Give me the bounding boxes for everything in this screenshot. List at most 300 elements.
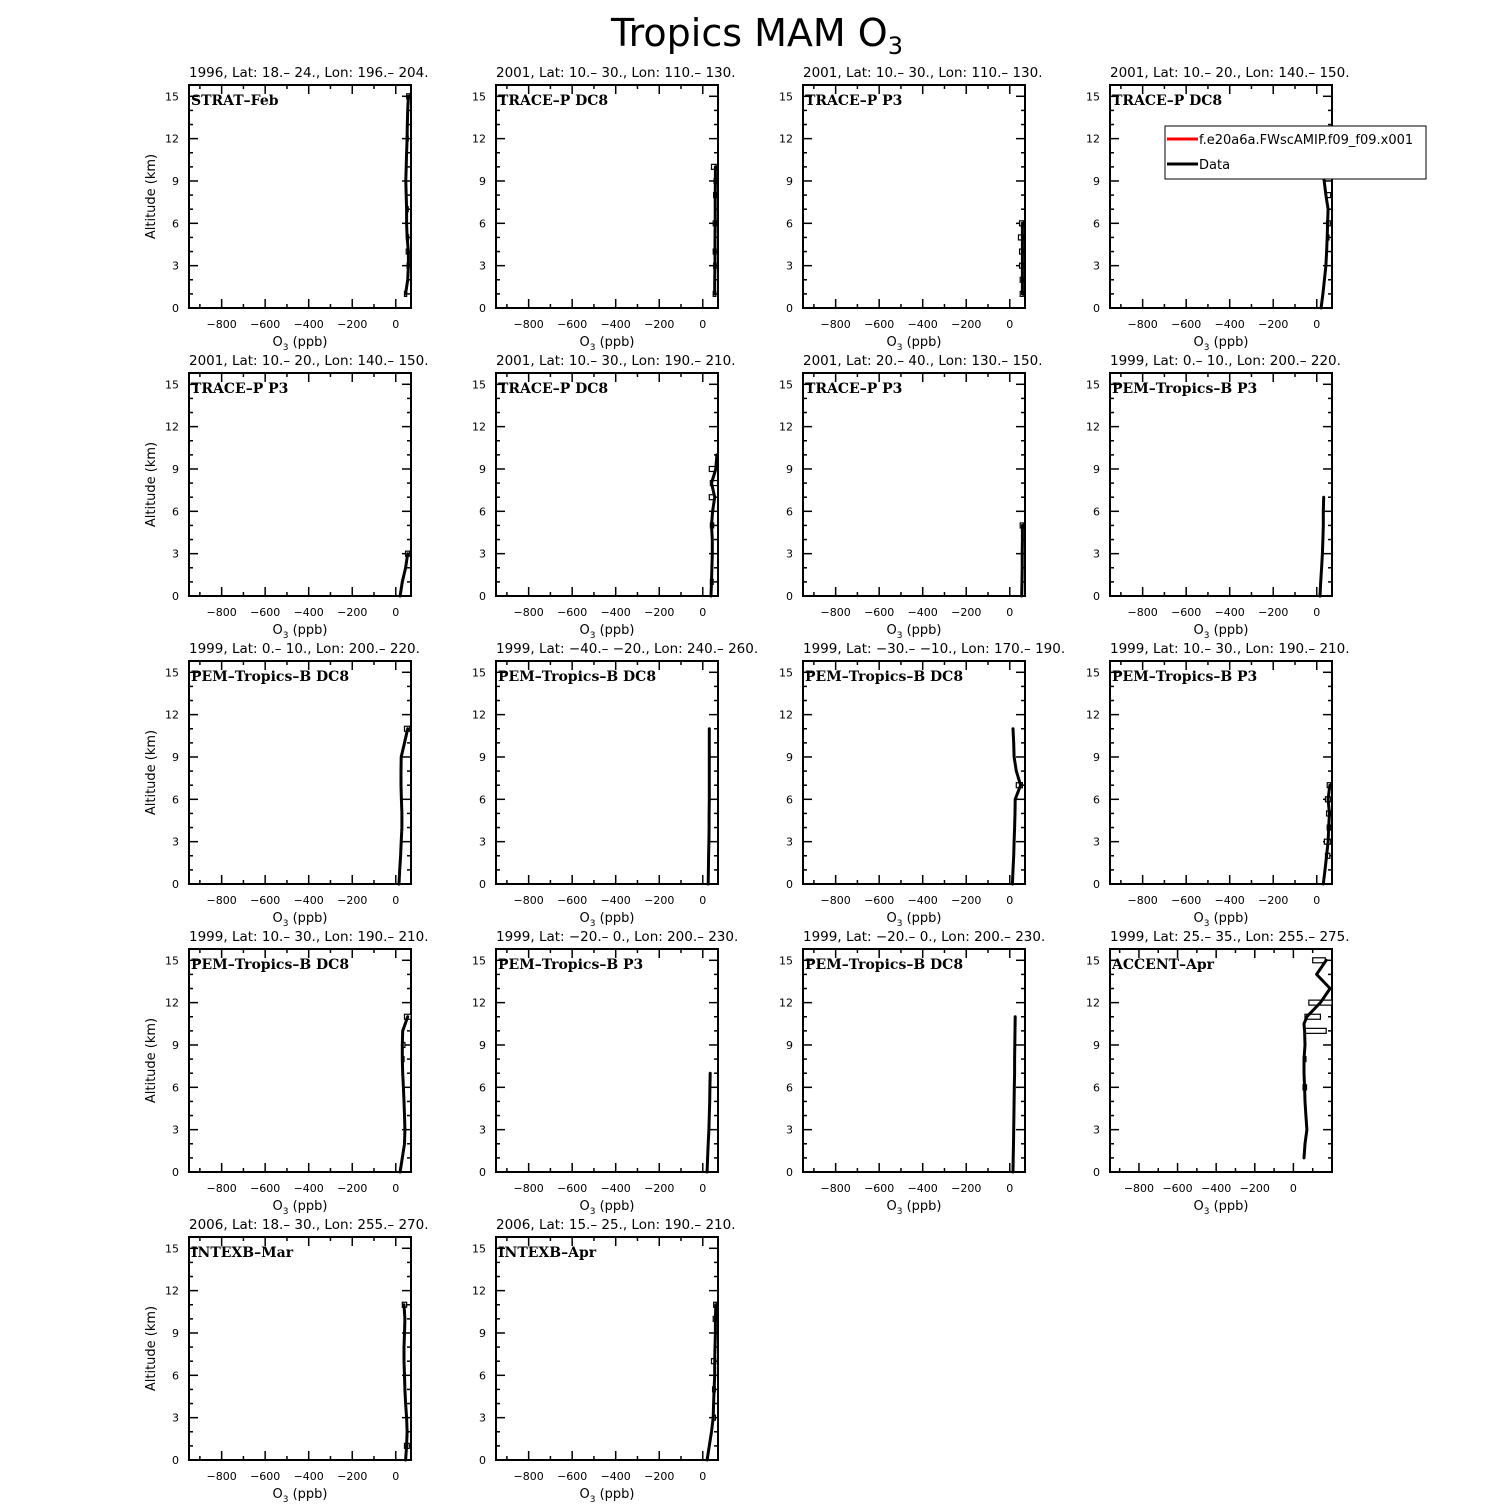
xtick-label: −800 <box>206 318 237 331</box>
panel-17 <box>144 1217 429 1505</box>
x-axis-label-subscript: 3 <box>1203 631 1210 641</box>
plot-frame <box>189 85 411 308</box>
x-axis-label-unit: (ppb) <box>288 623 328 638</box>
x-axis-label <box>272 1199 327 1217</box>
ytick-label: 6 <box>1093 505 1100 519</box>
x-axis-label-unit: (ppb) <box>902 911 942 926</box>
ytick-label: 12 <box>472 1284 486 1298</box>
ytick-label: 15 <box>779 954 793 968</box>
ytick-label: 0 <box>479 1166 486 1179</box>
xtick-label: 0 <box>1313 894 1321 907</box>
legend-label: f.e20a6a.FWscAMIP.f09_f09.x001 <box>1199 133 1414 148</box>
ytick-label: 9 <box>1093 462 1100 476</box>
campaign-label: PEM–Tropics–B DC8 <box>498 669 657 685</box>
x-axis-label-subscript: 3 <box>1203 343 1210 353</box>
ytick-label: 3 <box>172 1123 179 1137</box>
ytick-label: 3 <box>1093 835 1100 849</box>
xtick-label: −800 <box>513 1470 544 1483</box>
ytick-label: 9 <box>479 750 486 764</box>
xtick-label: −800 <box>206 1182 237 1195</box>
plot-frame <box>496 373 718 596</box>
panel-title: 1999, Lat: −20.– 0., Lon: 200.– 230. <box>803 929 1046 945</box>
ytick-label: 12 <box>779 996 793 1010</box>
ytick-label: 15 <box>779 90 793 104</box>
x-axis-label <box>1193 1199 1248 1217</box>
ytick-label: 0 <box>786 878 793 891</box>
ytick-label: 9 <box>1093 174 1100 188</box>
xtick-label: −600 <box>864 318 895 331</box>
ytick-label: 0 <box>1093 302 1100 315</box>
xtick-label: 0 <box>392 318 400 331</box>
x-axis-label <box>886 911 941 929</box>
x-axis-label-unit: (ppb) <box>595 1487 635 1502</box>
ytick-label: 9 <box>172 1326 179 1340</box>
figure-title-subscript: 3 <box>887 32 903 60</box>
ytick-label: 12 <box>779 420 793 434</box>
ytick-label: 9 <box>1093 750 1100 764</box>
x-axis-label-main: O <box>579 335 590 350</box>
ytick-label: 3 <box>1093 259 1100 273</box>
xtick-label: −600 <box>1162 1182 1193 1195</box>
xtick-label: 0 <box>1313 318 1321 331</box>
legend <box>1165 126 1426 179</box>
panel-title: 1999, Lat: 0.– 10., Lon: 200.– 220. <box>189 641 420 657</box>
xtick-label: −200 <box>951 318 982 331</box>
x-axis-label-unit: (ppb) <box>595 1199 635 1214</box>
plot-frame <box>189 661 411 884</box>
xtick-label: −800 <box>820 894 851 907</box>
plot-frame <box>189 949 411 1172</box>
data-profile-line <box>400 554 408 596</box>
x-axis-label-main: O <box>272 1199 283 1214</box>
ytick-label: 3 <box>172 835 179 849</box>
x-axis-label-main: O <box>886 623 897 638</box>
xtick-label: 0 <box>392 894 400 907</box>
plot-frame <box>1110 949 1332 1172</box>
campaign-label: PEM–Tropics–B P3 <box>1112 381 1258 397</box>
xtick-label: −400 <box>600 606 631 619</box>
panel-1 <box>144 65 429 353</box>
panel-title: 1996, Lat: 18.– 24., Lon: 196.– 204. <box>189 65 429 81</box>
panel-title: 1999, Lat: 25.– 35., Lon: 255.– 275. <box>1110 929 1350 945</box>
campaign-label: INTEXB–Mar <box>191 1245 294 1261</box>
xtick-label: −600 <box>557 1470 588 1483</box>
x-axis-label-main: O <box>272 1487 283 1502</box>
xtick-label: −400 <box>1214 894 1245 907</box>
ytick-label: 0 <box>172 878 179 891</box>
ytick-label: 6 <box>479 505 486 519</box>
plot-frame <box>803 949 1025 1172</box>
xtick-label: −600 <box>864 894 895 907</box>
xtick-label: 0 <box>1006 1182 1014 1195</box>
ytick-label: 9 <box>786 1038 793 1052</box>
x-axis-label <box>1193 911 1248 929</box>
ytick-label: 15 <box>1086 90 1100 104</box>
x-axis-label-unit: (ppb) <box>288 335 328 350</box>
xtick-label: −400 <box>600 1182 631 1195</box>
panel-title: 1999, Lat: 10.– 30., Lon: 190.– 210. <box>189 929 429 945</box>
plot-frame <box>1110 373 1332 596</box>
x-axis-label-main: O <box>579 1199 590 1214</box>
ytick-label: 0 <box>479 878 486 891</box>
panel-5 <box>144 353 429 641</box>
xtick-label: 0 <box>1006 318 1014 331</box>
ytick-label: 15 <box>165 90 179 104</box>
panel-grid <box>144 65 1350 1505</box>
x-axis-label <box>272 1487 327 1505</box>
y-axis-label: Altitude (km) <box>144 1017 159 1104</box>
ytick-label: 6 <box>479 217 486 231</box>
campaign-label: PEM–Tropics–B DC8 <box>191 957 350 973</box>
xtick-label: −200 <box>337 1182 368 1195</box>
ytick-label: 0 <box>479 1454 486 1467</box>
xtick-label: −800 <box>1127 318 1158 331</box>
data-profile-line <box>400 1017 408 1172</box>
xtick-label: −800 <box>206 606 237 619</box>
ytick-label: 12 <box>165 420 179 434</box>
y-axis-label: Altitude (km) <box>144 1305 159 1392</box>
xtick-label: −400 <box>293 894 324 907</box>
xtick-label: −200 <box>1258 894 1289 907</box>
xtick-label: −400 <box>600 318 631 331</box>
panel-12 <box>1086 641 1350 929</box>
ytick-label: 3 <box>786 547 793 561</box>
xtick-label: −200 <box>337 318 368 331</box>
xtick-label: −800 <box>206 894 237 907</box>
ytick-label: 12 <box>165 708 179 722</box>
campaign-label: STRAT–Feb <box>191 93 279 109</box>
x-axis-label <box>1193 623 1248 641</box>
x-axis-label <box>579 623 634 641</box>
panel-9 <box>144 641 420 929</box>
x-axis-label-main: O <box>1193 623 1204 638</box>
data-profile-line <box>1304 960 1330 1158</box>
xtick-label: −800 <box>513 1182 544 1195</box>
xtick-label: −200 <box>1258 606 1289 619</box>
plot-frame <box>496 85 718 308</box>
campaign-label: PEM–Tropics–B DC8 <box>805 957 964 973</box>
x-axis-label-subscript: 3 <box>282 919 289 929</box>
data-profile-line <box>715 167 716 294</box>
campaign-label: ACCENT–Apr <box>1112 957 1215 973</box>
xtick-label: −600 <box>250 1470 281 1483</box>
xtick-label: −200 <box>644 894 675 907</box>
campaign-label: TRACE–P DC8 <box>498 381 609 397</box>
ytick-label: 15 <box>165 378 179 392</box>
plot-frame <box>496 1237 718 1460</box>
xtick-label: −800 <box>513 606 544 619</box>
ytick-label: 3 <box>172 547 179 561</box>
xtick-label: −400 <box>907 1182 938 1195</box>
ytick-label: 12 <box>165 1284 179 1298</box>
x-axis-label-unit: (ppb) <box>1209 1199 1249 1214</box>
panel-title: 2001, Lat: 10.– 20., Lon: 140.– 150. <box>189 353 429 369</box>
xtick-label: −400 <box>600 894 631 907</box>
ytick-label: 3 <box>786 259 793 273</box>
campaign-label: TRACE–P P3 <box>191 381 289 397</box>
xtick-label: 0 <box>699 1182 707 1195</box>
ytick-label: 0 <box>1093 1166 1100 1179</box>
xtick-label: −400 <box>293 606 324 619</box>
xtick-label: 0 <box>392 606 400 619</box>
xtick-label: −600 <box>557 894 588 907</box>
ytick-label: 15 <box>165 954 179 968</box>
x-axis-label-subscript: 3 <box>1203 1207 1210 1217</box>
xtick-label: −800 <box>206 1470 237 1483</box>
data-profile-line <box>404 1305 407 1460</box>
x-axis-label-unit: (ppb) <box>902 1199 942 1214</box>
variability-bar <box>1305 1028 1326 1033</box>
xtick-label: −200 <box>951 894 982 907</box>
plot-frame <box>189 1237 411 1460</box>
panel-title: 1999, Lat: −40.– −20., Lon: 240.– 260. <box>496 641 759 657</box>
plot-frame <box>189 373 411 596</box>
ytick-label: 0 <box>172 1166 179 1179</box>
xtick-label: 0 <box>1006 606 1014 619</box>
panel-title: 1999, Lat: 10.– 30., Lon: 190.– 210. <box>1110 641 1350 657</box>
x-axis-label-unit: (ppb) <box>288 1487 328 1502</box>
xtick-label: −400 <box>907 894 938 907</box>
x-axis-label-subscript: 3 <box>896 1207 903 1217</box>
xtick-label: 0 <box>699 894 707 907</box>
xtick-label: −800 <box>1127 606 1158 619</box>
xtick-label: −800 <box>1127 894 1158 907</box>
xtick-label: −400 <box>293 1182 324 1195</box>
x-axis-label-subscript: 3 <box>589 1495 596 1505</box>
xtick-label: −200 <box>644 606 675 619</box>
xtick-label: −400 <box>600 1470 631 1483</box>
x-axis-label <box>272 623 327 641</box>
panel-8 <box>1086 353 1341 641</box>
y-axis-label: Altitude (km) <box>144 153 159 240</box>
xtick-label: −600 <box>557 318 588 331</box>
ytick-label: 15 <box>472 1242 486 1256</box>
x-axis-label-unit: (ppb) <box>1209 335 1249 350</box>
ytick-label: 12 <box>472 420 486 434</box>
campaign-label: TRACE–P P3 <box>805 381 903 397</box>
xtick-label: −200 <box>951 1182 982 1195</box>
plot-frame <box>496 949 718 1172</box>
x-axis-label-main: O <box>886 335 897 350</box>
panel-3 <box>779 65 1043 353</box>
ytick-label: 6 <box>479 1081 486 1095</box>
x-axis-label-unit: (ppb) <box>902 623 942 638</box>
x-axis-label-subscript: 3 <box>589 919 596 929</box>
ytick-label: 6 <box>786 217 793 231</box>
panel-title: 2001, Lat: 10.– 30., Lon: 110.– 130. <box>803 65 1043 81</box>
xtick-label: −800 <box>820 1182 851 1195</box>
x-axis-label-subscript: 3 <box>896 343 903 353</box>
x-axis-label <box>272 335 327 353</box>
panel-13 <box>144 929 429 1217</box>
ytick-label: 6 <box>786 793 793 807</box>
x-axis-label-main: O <box>886 1199 897 1214</box>
ytick-label: 12 <box>779 132 793 146</box>
xtick-label: −400 <box>293 318 324 331</box>
xtick-label: −600 <box>557 1182 588 1195</box>
x-axis-label <box>579 1199 634 1217</box>
x-axis-label-main: O <box>1193 911 1204 926</box>
ytick-label: 6 <box>786 505 793 519</box>
panel-title: 2006, Lat: 15.– 25., Lon: 190.– 210. <box>496 1217 736 1233</box>
ytick-label: 12 <box>472 132 486 146</box>
data-profile-line <box>1320 497 1324 596</box>
xtick-label: 0 <box>1313 606 1321 619</box>
ytick-label: 9 <box>172 750 179 764</box>
x-axis-label-subscript: 3 <box>589 343 596 353</box>
x-axis-label <box>579 1487 634 1505</box>
ytick-label: 6 <box>479 1369 486 1383</box>
ytick-label: 3 <box>172 259 179 273</box>
panel-4 <box>1086 65 1350 353</box>
xtick-label: −400 <box>907 318 938 331</box>
plot-frame <box>496 661 718 884</box>
figure-title <box>610 11 903 60</box>
x-axis-label-subscript: 3 <box>896 919 903 929</box>
xtick-label: −800 <box>513 318 544 331</box>
ytick-label: 6 <box>172 793 179 807</box>
plot-frame <box>1110 85 1332 308</box>
xtick-label: −600 <box>1171 606 1202 619</box>
ytick-label: 12 <box>1086 708 1100 722</box>
panel-title: 1999, Lat: 0.– 10., Lon: 200.– 220. <box>1110 353 1341 369</box>
ytick-label: 3 <box>172 1411 179 1425</box>
xtick-label: −600 <box>557 606 588 619</box>
ytick-label: 15 <box>472 954 486 968</box>
panel-title: 2001, Lat: 10.– 30., Lon: 110.– 130. <box>496 65 736 81</box>
ytick-label: 6 <box>172 217 179 231</box>
data-profile-line <box>399 729 408 884</box>
ytick-label: 6 <box>172 1369 179 1383</box>
ytick-label: 6 <box>479 793 486 807</box>
ytick-label: 9 <box>172 462 179 476</box>
x-axis-label <box>886 335 941 353</box>
ytick-label: 6 <box>1093 217 1100 231</box>
data-profile-line <box>707 1073 710 1172</box>
x-axis-label-unit: (ppb) <box>288 911 328 926</box>
ytick-label: 0 <box>1093 878 1100 891</box>
data-profile-line <box>707 1305 716 1460</box>
panel-title: 1999, Lat: −30.– −10., Lon: 170.– 190. <box>803 641 1066 657</box>
panel-title: 1999, Lat: −20.– 0., Lon: 200.– 230. <box>496 929 739 945</box>
ytick-label: 6 <box>1093 793 1100 807</box>
ytick-label: 12 <box>472 996 486 1010</box>
x-axis-label <box>272 911 327 929</box>
x-axis-label-main: O <box>272 911 283 926</box>
ytick-label: 9 <box>479 174 486 188</box>
x-axis-label-main: O <box>579 623 590 638</box>
ytick-label: 15 <box>1086 378 1100 392</box>
x-axis-label-subscript: 3 <box>282 1207 289 1217</box>
x-axis-label-main: O <box>1193 1199 1204 1214</box>
x-axis-label-subscript: 3 <box>1203 919 1210 929</box>
x-axis-label <box>886 623 941 641</box>
ytick-label: 12 <box>472 708 486 722</box>
xtick-label: −600 <box>1171 894 1202 907</box>
xtick-label: −600 <box>864 606 895 619</box>
xtick-label: −800 <box>820 606 851 619</box>
panel-2 <box>472 65 736 353</box>
ytick-label: 3 <box>786 1123 793 1137</box>
ytick-label: 15 <box>472 666 486 680</box>
x-axis-label-unit: (ppb) <box>1209 623 1249 638</box>
x-axis-label-subscript: 3 <box>282 1495 289 1505</box>
panel-15 <box>779 929 1045 1217</box>
xtick-label: −400 <box>1214 318 1245 331</box>
ytick-label: 15 <box>1086 954 1100 968</box>
xtick-label: −800 <box>820 318 851 331</box>
ytick-label: 0 <box>479 590 486 603</box>
ytick-label: 0 <box>172 590 179 603</box>
x-axis-label-subscript: 3 <box>282 343 289 353</box>
ytick-label: 12 <box>1086 132 1100 146</box>
ytick-label: 6 <box>172 1081 179 1095</box>
xtick-label: −200 <box>644 1470 675 1483</box>
ytick-label: 15 <box>165 1242 179 1256</box>
data-profile-line <box>1013 1017 1015 1172</box>
ytick-label: 0 <box>786 1166 793 1179</box>
ytick-label: 12 <box>165 132 179 146</box>
x-axis-label-main: O <box>272 623 283 638</box>
x-axis-label <box>579 911 634 929</box>
ytick-label: 9 <box>786 462 793 476</box>
ytick-label: 12 <box>165 996 179 1010</box>
xtick-label: −200 <box>1239 1182 1270 1195</box>
xtick-label: −800 <box>513 894 544 907</box>
xtick-label: −600 <box>1171 318 1202 331</box>
ytick-label: 12 <box>779 708 793 722</box>
panel-title: 2001, Lat: 10.– 20., Lon: 140.– 150. <box>1110 65 1350 81</box>
panel-14 <box>472 929 738 1217</box>
xtick-label: 0 <box>1289 1182 1297 1195</box>
ytick-label: 0 <box>172 302 179 315</box>
x-axis-label-unit: (ppb) <box>595 623 635 638</box>
ytick-label: 9 <box>786 750 793 764</box>
figure-title-text: Tropics MAM O <box>611 11 888 55</box>
xtick-label: 0 <box>392 1182 400 1195</box>
xtick-label: −800 <box>1123 1182 1155 1195</box>
xtick-label: −200 <box>337 894 368 907</box>
xtick-label: −600 <box>250 318 281 331</box>
ytick-label: 6 <box>172 505 179 519</box>
xtick-label: −200 <box>951 606 982 619</box>
x-axis-label-main: O <box>272 335 283 350</box>
x-axis-label <box>579 335 634 353</box>
xtick-label: −400 <box>293 1470 324 1483</box>
ytick-label: 9 <box>1093 1038 1100 1052</box>
ytick-label: 3 <box>479 835 486 849</box>
ytick-label: 3 <box>479 1411 486 1425</box>
ytick-label: 3 <box>479 259 486 273</box>
y-axis-label: Altitude (km) <box>144 729 159 816</box>
campaign-label: TRACE–P P3 <box>805 93 903 109</box>
panel-10 <box>472 641 758 929</box>
plot-frame <box>1110 661 1332 884</box>
ytick-label: 3 <box>786 835 793 849</box>
x-axis-label-unit: (ppb) <box>595 911 635 926</box>
x-axis-label-subscript: 3 <box>589 631 596 641</box>
panel-18 <box>472 1217 736 1505</box>
ytick-label: 15 <box>779 378 793 392</box>
x-axis-label-main: O <box>1193 335 1204 350</box>
campaign-label: INTEXB–Apr <box>498 1245 597 1261</box>
data-profile-line <box>708 729 709 884</box>
x-axis-label-main: O <box>886 911 897 926</box>
campaign-label: PEM–Tropics–B DC8 <box>805 669 964 685</box>
xtick-label: −200 <box>644 318 675 331</box>
data-profile-line <box>1012 729 1020 884</box>
ytick-label: 9 <box>479 1326 486 1340</box>
